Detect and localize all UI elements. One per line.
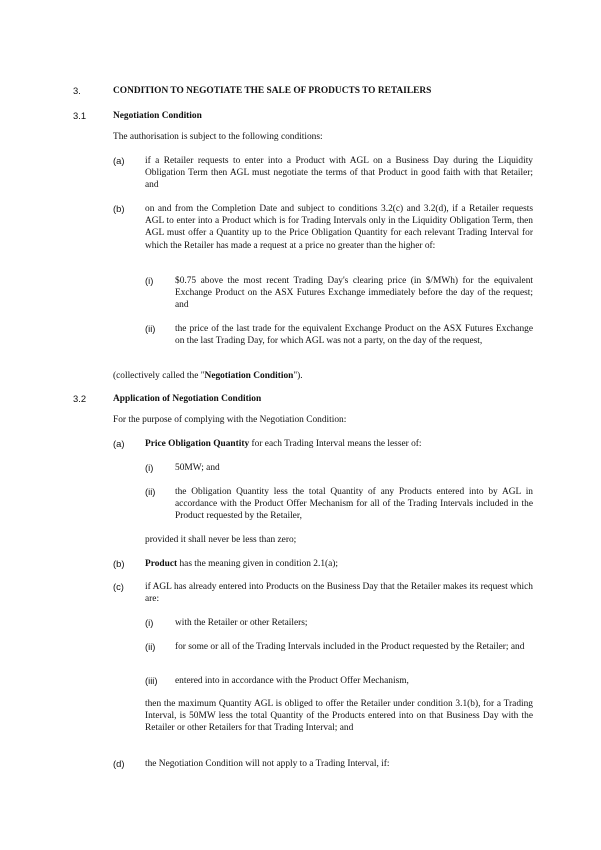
clause-text-3-2-a: Price Obligation Quantity for each Trading Interval means the lesser of: xyxy=(145,439,422,449)
subclause-text-3-2-a-ii: the Obligation Quantity less the total Quantity of any Products entered into by AGL in accordance with the Product Offer Mechanism for all of the Trading Intervals included in the Product requested by the Retailer, xyxy=(175,487,533,522)
paragraph-intro-3-2: For the purpose of complying with the Negotiation Condition: xyxy=(113,415,347,425)
subclause-label-3-2-a-i: (i) xyxy=(145,462,154,473)
subclause-text-3-2-c-iii: entered into in accordance with the Product Offer Mechanism, xyxy=(175,676,409,686)
clause-label-3-1-a: (a) xyxy=(113,155,125,166)
subsection-heading-3-1: Negotiation Condition xyxy=(113,111,202,121)
clause-label-3-2-b: (b) xyxy=(113,558,125,569)
subsection-heading-3-2: Application of Negotiation Condition xyxy=(113,394,262,404)
clause-label-3-1-b: (b) xyxy=(113,203,125,214)
clause-text-3-2-d: the Negotiation Condition will not apply to a Trading Interval, if: xyxy=(145,759,390,769)
subclause-label-3-2-c-iii: (iii) xyxy=(145,675,158,686)
clause-text-3-1-a: if a Retailer requests to enter into a Product with AGL on a Business Day during the Liquidity Obligation Term then AGL must negotiate the terms of that Product in good faith with that Retailer; and xyxy=(145,156,533,191)
subclause-label-3-1-b-ii: (ii) xyxy=(145,323,156,334)
clause-text-3-2-b: Product has the meaning given in condition 2.1(a); xyxy=(145,559,339,569)
clause-label-3-2-c: (c) xyxy=(113,581,124,592)
defined-term-price-obligation-quantity: Price Obligation Quantity xyxy=(145,439,250,449)
subsection-number-3-2: 3.2 xyxy=(73,393,87,404)
subclause-label-3-2-a-ii: (ii) xyxy=(145,486,156,497)
defined-term-product: Product xyxy=(145,559,178,569)
clause-then-text-3-2-c: then the maximum Quantity AGL is obliged to offer the Retailer under condition 3.1(b), for a Trading Interval, is 50MW less the total Quantity of the Products entered into on that Business Day with the Retailer or other Retailers for that Trading Interval; and xyxy=(145,699,533,734)
defined-term-negotiation-condition: Negotiation Condition xyxy=(204,371,294,381)
clause-text-3-2-c: if AGL has already entered into Products on the Business Day that the Retailer makes its request which are: xyxy=(145,582,533,605)
clause-text-3-1-b: on and from the Completion Date and subject to conditions 3.2(c) and 3.2(d), if a Retailer requests AGL to enter into a Product which is for Trading Intervals only in the Liquidity Obligation Term, then AGL must offer a Quantity up to the Price Obligation Quantity for each relevant Trading Interval for which the Retailer has made a request at a price no greater than the higher of: xyxy=(145,204,533,251)
proviso-text: provided it shall never be less than zero; xyxy=(145,535,297,545)
subclause-text-3-2-a-i: 50MW; and xyxy=(175,463,220,473)
collective-definition: (collectively called the "Negotiation Condition"). xyxy=(113,371,303,381)
subsection-number-3-1: 3.1 xyxy=(73,110,87,121)
subclause-text-3-2-c-ii: for some or all of the Trading Intervals included in the Product requested by the Retailer; and xyxy=(175,642,525,652)
section-title: CONDITION TO NEGOTIATE THE SALE OF PRODUCTS TO RETAILERS xyxy=(113,86,432,96)
subclause-label-3-2-c-ii: (ii) xyxy=(145,641,156,652)
subclause-text-3-1-b-i: $0.75 above the most recent Trading Day's clearing price (in $/MWh) for the equivalent Exchange Product on the ASX Futures Exchange immediately before the day of the request; and xyxy=(175,276,533,311)
clause-label-3-2-d: (d) xyxy=(113,758,125,769)
subclause-label-3-1-b-i: (i) xyxy=(145,275,154,286)
clause-label-3-2-a: (a) xyxy=(113,438,125,449)
section-number: 3. xyxy=(73,85,81,96)
subclause-text-3-2-c-i: with the Retailer or other Retailers; xyxy=(175,618,308,628)
paragraph-intro-3-1: The authorisation is subject to the following conditions: xyxy=(113,132,323,142)
subclause-label-3-2-c-i: (i) xyxy=(145,617,154,628)
subclause-text-3-1-b-ii: the price of the last trade for the equivalent Exchange Product on the ASX Futures Exchange on the last Trading Day, for which AGL was not a party, on the day of the request, xyxy=(175,324,533,347)
